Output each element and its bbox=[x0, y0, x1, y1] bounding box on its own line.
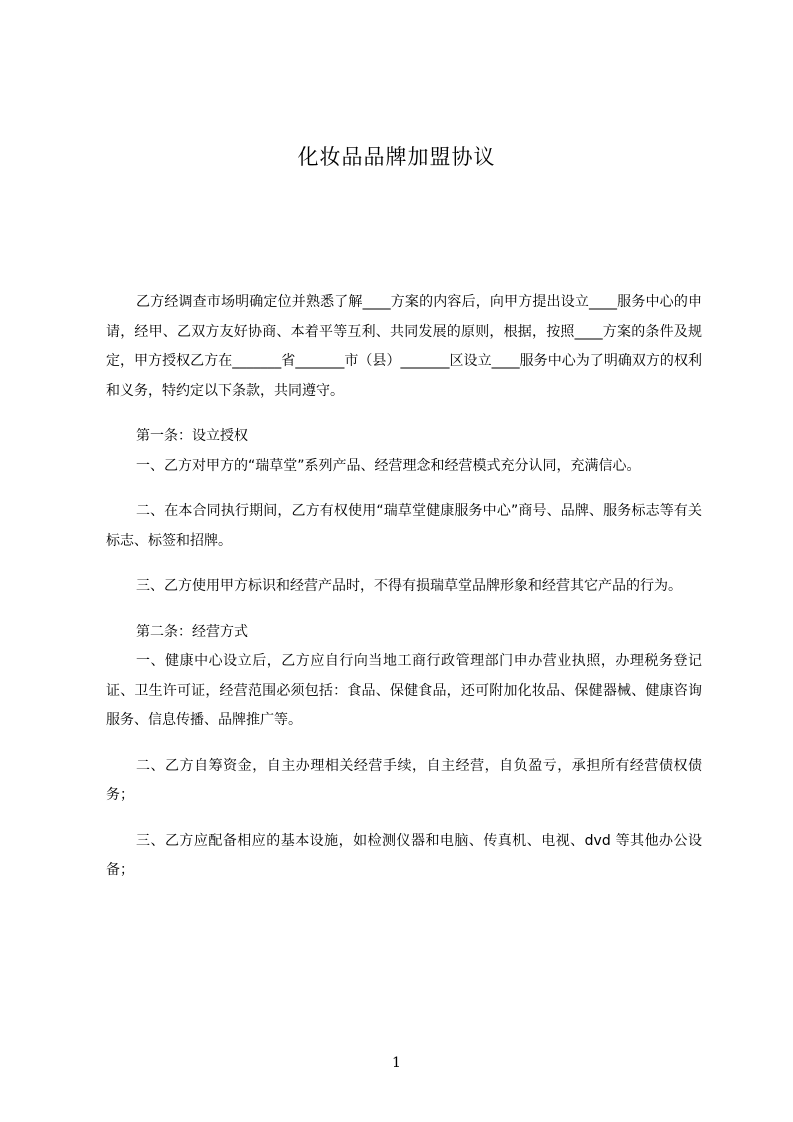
page-number: 1 bbox=[392, 1055, 401, 1071]
article-1-heading: 第一条：设立授权 bbox=[136, 428, 248, 444]
article-1-clause-1: 一、乙方对甲方的“瑞草堂”系列产品、经营理念和经营模式充分认同，充满信心。 bbox=[136, 457, 641, 474]
intro-paragraph: 乙方经调查市场明确定位并熟悉了解____方案的内容后，向甲方提出设立____服务中心的申请，经甲、乙双方友好协商、本着平等互利、共同发展的原则，根据，按照____方案的条件及规定，甲方授权乙方在_______省_______市（县）_______区设立____服务中心为了明确双方的权利和义务，特约定以下条款，共同遵守。 bbox=[106, 294, 702, 399]
document-body bbox=[106, 288, 702, 886]
article-2-clause-3: 三、乙方应配备相应的基本设施，如检测仪器和电脑、传真机、电视、dvd 等其他办公设备； bbox=[106, 832, 702, 878]
article-2-clause-2: 二、乙方自筹资金，自主办理相关经营手续，自主经营，自负盈亏，承担所有经营债权债务； bbox=[106, 757, 702, 803]
article-2-heading: 第二条：经营方式 bbox=[136, 623, 248, 640]
document-title: 化妆品品牌加盟协议 bbox=[297, 145, 496, 169]
article-1-clause-2: 二、在本合同执行期间，乙方有权使用“瑞草堂健康服务中心”商号、品牌、服务标志等有关标志、标签和招牌。 bbox=[106, 503, 702, 549]
article-1-clause-3: 三、乙方使用甲方标识和经营产品时，不得有损瑞草堂品牌形象和经营其它产品的行为。 bbox=[136, 578, 682, 594]
article-2-clause-1: 一、健康中心设立后，乙方应自行向当地工商行政管理部门申办营业执照，办理税务登记证、卫生许可证，经营范围必须包括：食品、保健食品，还可附加化妆品、保健器械、健康咨询服务、信息传播、品牌推广等。 bbox=[106, 653, 702, 728]
